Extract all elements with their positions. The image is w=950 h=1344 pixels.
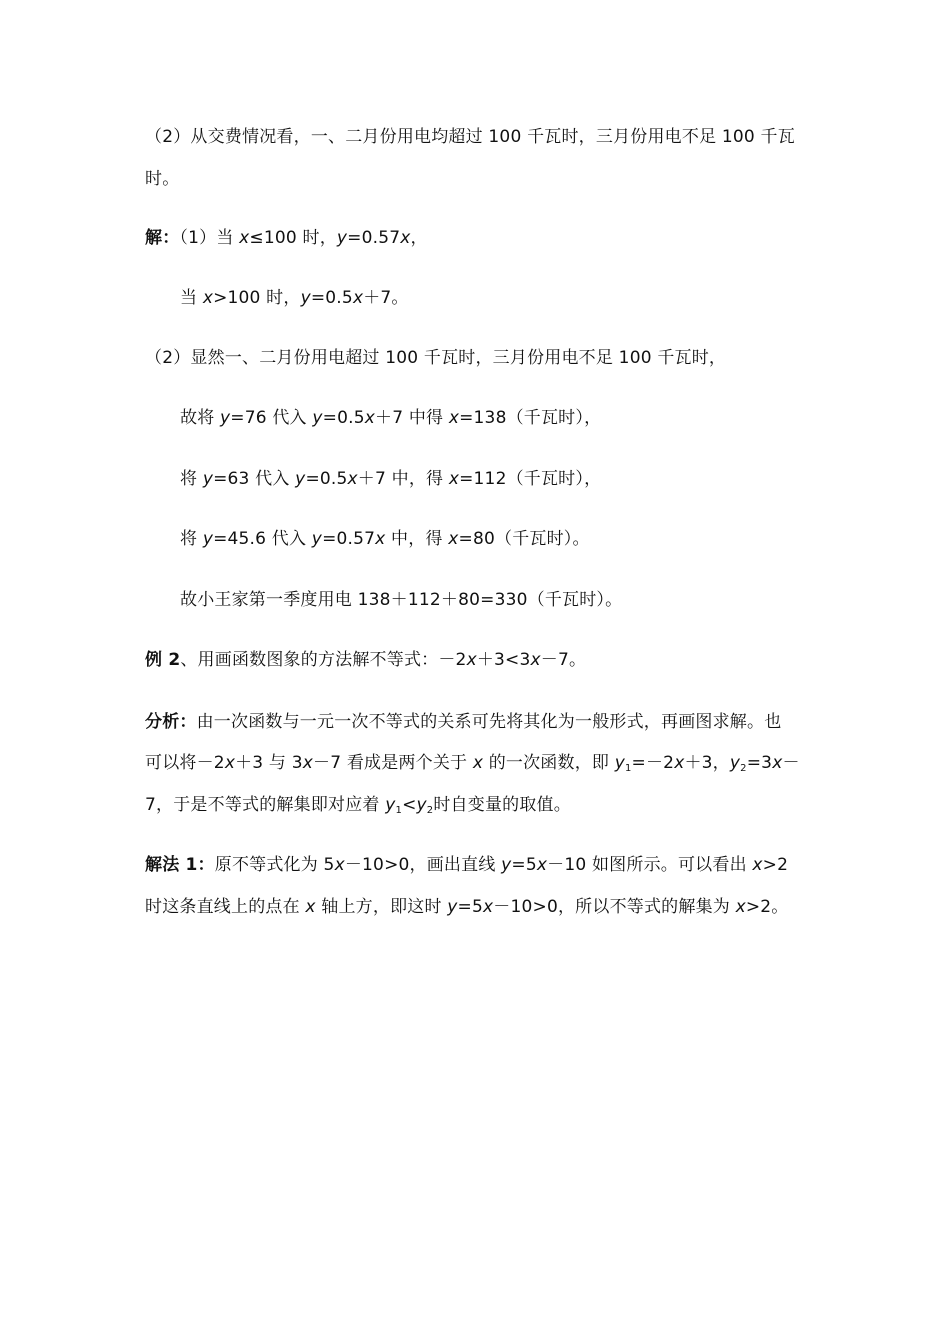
math-variable: y	[336, 228, 348, 248]
math-variable: x	[674, 753, 685, 773]
text-run: 当	[180, 288, 203, 308]
math-variable: x	[375, 529, 386, 549]
text-line	[180, 467, 601, 491]
text-run: －10>0，画出直线	[344, 855, 502, 875]
math-variable: y	[729, 753, 741, 773]
text-run: ＋7 中得	[375, 408, 449, 428]
subscript: 1	[624, 763, 632, 774]
text-run: ＋3 与 3	[235, 753, 303, 773]
math-variable: y	[300, 288, 311, 308]
math-variable: x	[735, 897, 746, 917]
math-variable: y	[312, 408, 323, 428]
math-variable: x	[352, 288, 364, 308]
text-run: 时这条直线上的点在	[145, 897, 306, 917]
text-run: =－2	[631, 753, 675, 773]
text-line	[145, 751, 800, 781]
text-run: <	[402, 795, 417, 815]
text-run: >2。	[745, 897, 789, 917]
math-variable: x	[202, 288, 214, 308]
text-run: 时。	[145, 169, 180, 189]
text-run: （2）显然一、二月份用电超过 100 千瓦时，三月份用电不足 100 千瓦时，	[145, 348, 727, 368]
text-run: ≤100 时，	[249, 228, 337, 248]
text-run: =0.5	[310, 288, 353, 308]
text-run: －7 看成是两个关于	[313, 753, 473, 773]
text-run: =0.5	[305, 469, 348, 489]
text-line	[180, 286, 409, 310]
math-variable: y	[295, 469, 306, 489]
text-run: =0.5	[322, 408, 365, 428]
text-run: 轴上方，即这时	[315, 897, 448, 917]
math-variable: y	[311, 529, 323, 549]
math-variable: y	[202, 469, 214, 489]
subscript: 1	[395, 805, 403, 816]
text-run: =138（千瓦时），	[459, 408, 602, 428]
text-line	[145, 648, 586, 672]
math-variable: y	[447, 897, 458, 917]
text-run: （1）当	[179, 228, 240, 248]
subscript: 2	[740, 763, 747, 774]
math-variable: x	[400, 228, 411, 248]
text-run: ＋3，	[684, 753, 730, 773]
text-run: =0.57	[322, 529, 376, 549]
math-variable: x	[347, 469, 358, 489]
math-variable: y	[202, 529, 214, 549]
text-run: =45.6 代入	[213, 529, 312, 549]
text-run: 、用画函数图象的方法解不等式：－2	[180, 650, 467, 670]
text-line	[180, 406, 601, 430]
bold-label: 例 2	[145, 650, 181, 670]
math-variable: x	[772, 753, 783, 773]
bold-label: 分析：	[145, 712, 197, 732]
text-run: =0.57	[347, 228, 401, 248]
text-line	[145, 853, 788, 877]
math-variable: x	[305, 897, 316, 917]
text-line	[145, 710, 781, 734]
math-variable: x	[530, 650, 541, 670]
text-line	[145, 226, 428, 250]
text-line	[180, 527, 590, 551]
math-variable: x	[448, 469, 460, 489]
text-run: 的一次函数，即	[483, 753, 615, 773]
text-line	[145, 793, 571, 823]
text-run: －10>0，所以不等式的解集为	[493, 897, 736, 917]
text-run: 将	[180, 469, 203, 489]
text-run: 原不等式化为 5	[214, 855, 335, 875]
bold-label: 解法 1：	[145, 855, 215, 875]
text-run: =76 代入	[230, 408, 313, 428]
math-variable: x	[239, 228, 250, 248]
text-run: 中，得	[385, 529, 449, 549]
text-run: 故将	[180, 408, 221, 428]
text-run: =5	[457, 897, 484, 917]
text-run: ，	[410, 228, 428, 248]
math-variable: x	[536, 855, 548, 875]
text-line	[145, 895, 789, 919]
math-variable: y	[501, 855, 512, 875]
math-variable: x	[448, 408, 460, 428]
math-variable: x	[224, 753, 236, 773]
math-variable: y	[416, 795, 427, 815]
text-run: 故小王家第一季度用电 138＋112＋80=330（千瓦时）。	[180, 590, 623, 610]
math-variable: y	[614, 753, 625, 773]
text-run: 7，于是不等式的解集即对应着	[145, 795, 386, 815]
text-run: =3	[746, 753, 773, 773]
text-run: ＋3<3	[476, 650, 531, 670]
math-variable: x	[483, 897, 494, 917]
text-run: >2	[762, 855, 789, 875]
text-run: －	[782, 753, 800, 773]
text-line	[145, 125, 795, 149]
text-run: ＋7。	[363, 288, 409, 308]
math-variable: x	[334, 855, 345, 875]
math-variable: x	[448, 529, 459, 549]
text-run: 时自变量的取值。	[433, 795, 571, 815]
text-run: >100 时，	[213, 288, 301, 308]
text-run: =80（千瓦时）。	[458, 529, 590, 549]
text-line	[180, 588, 622, 612]
text-run: ＋7 中，得	[357, 469, 449, 489]
text-run: －10 如图所示。可以看出	[547, 855, 753, 875]
math-variable: x	[752, 855, 763, 875]
math-variable: x	[302, 753, 313, 773]
math-variable: x	[364, 408, 375, 428]
math-variable: y	[385, 795, 396, 815]
subscript: 2	[426, 805, 434, 816]
text-run: =112（千瓦时），	[459, 469, 602, 489]
text-run: =63 代入	[213, 469, 296, 489]
math-variable: x	[472, 753, 484, 773]
text-line	[145, 346, 726, 370]
text-run: 将	[180, 529, 203, 549]
text-run: （2）从交费情况看，一、二月份用电均超过 100 千瓦时，三月份用电不足 100 千瓦	[145, 127, 795, 147]
text-line	[145, 167, 179, 191]
text-run: 由一次函数与一元一次不等式的关系可先将其化为一般形式，再画图求解。也	[196, 712, 782, 732]
bold-label: 解：	[145, 228, 180, 248]
math-variable: y	[220, 408, 231, 428]
text-run: =5	[511, 855, 537, 875]
math-variable: x	[466, 650, 477, 670]
text-run: －7。	[540, 650, 587, 670]
text-run: 可以将－2	[145, 753, 225, 773]
